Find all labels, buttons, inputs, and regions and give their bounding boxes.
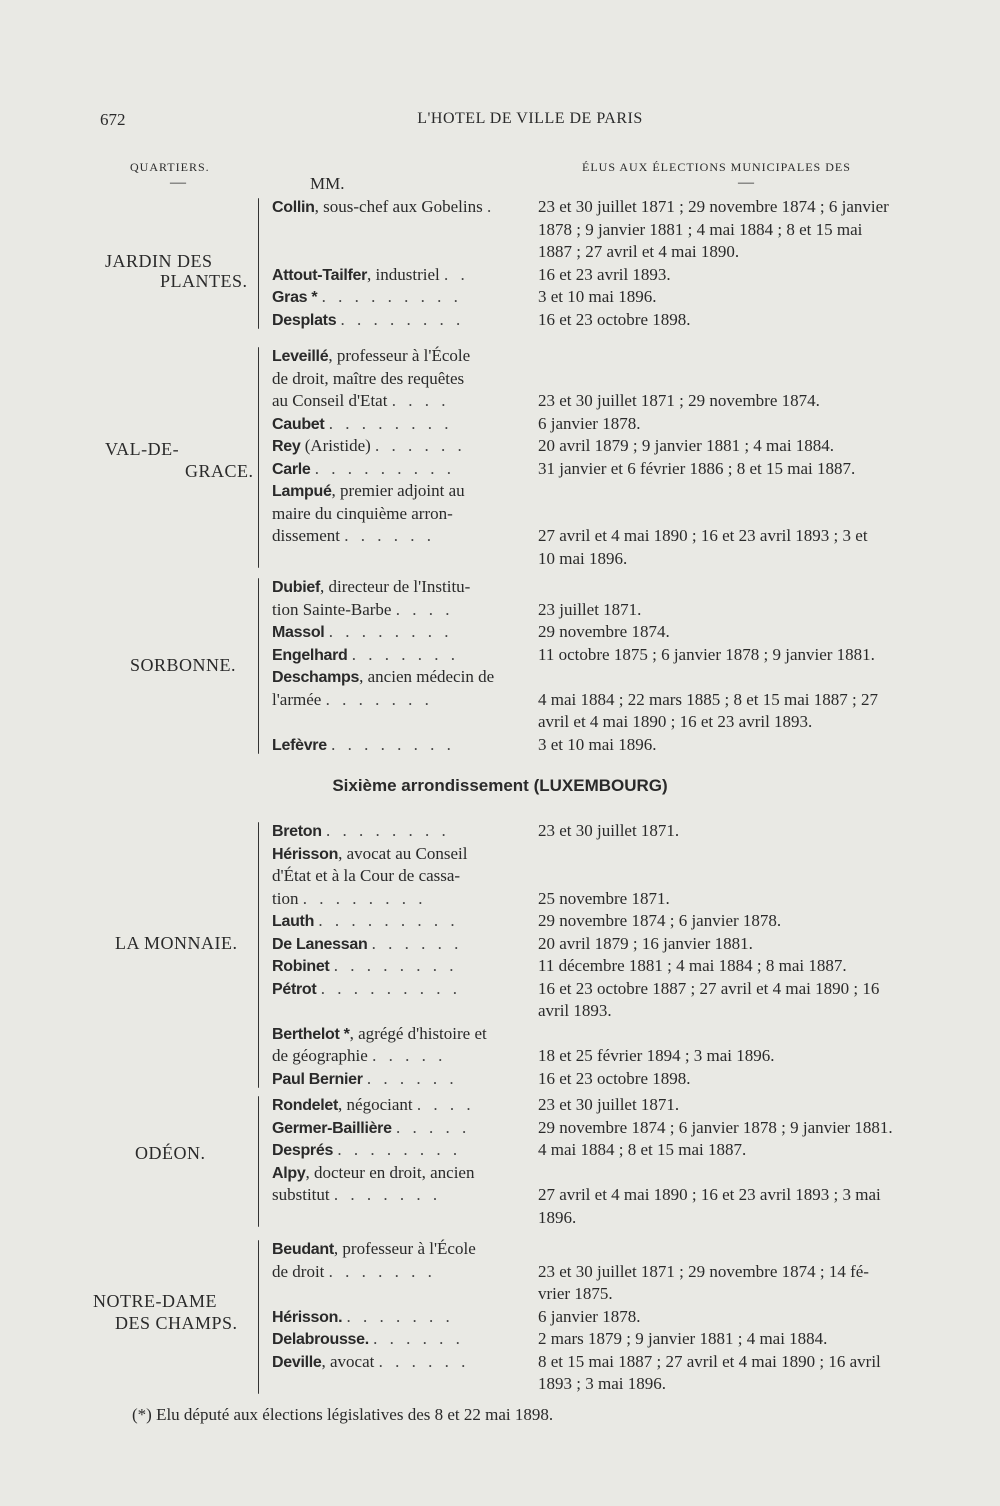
elu-name: Beudant [272,1241,334,1258]
election-date-line: 11 décembre 1881 ; 4 mai 1884 ; 8 mai 1887. [538,956,847,975]
elu-name-cell [272,1139,526,1163]
grouping-brace [258,198,259,329]
entry-line [272,888,972,911]
entry-line [272,413,972,436]
elu-name: Delabrousse. [272,1331,369,1348]
elu-title-continued: tion [272,888,299,908]
page-number: 672 [100,110,126,129]
leader-dots: . . . . . . [344,526,435,545]
election-date-line: 1878 ; 9 janvier 1881 ; 4 mai 1884 ; 8 et 15 mai [538,219,863,239]
elu-name-cell [272,1117,526,1141]
election-date-line: 16 et 23 octobre 1887 ; 27 avril et 4 mai 1890 ; 16 [538,978,880,998]
elu-name: Després [272,1142,334,1159]
elu-name-cell [272,978,526,1002]
quartier-name: JARDIN DES [105,251,213,271]
election-dates [538,955,968,978]
entry-line [272,820,972,843]
elu-name-cell [272,196,526,220]
elu-name-cell [272,1351,526,1375]
elu-name: Germer-Baillière [272,1119,392,1137]
elu-name: Collin [272,199,315,216]
grouping-brace [258,1096,259,1227]
election-dates [538,435,968,458]
elu-name: Hérisson [272,845,339,863]
leader-dots: . . . . . . . . . [321,287,462,306]
election-dates [538,413,968,436]
leader-dots: . . . . . . . . [333,956,458,975]
elu-entry [272,196,972,264]
column-header-quartiers: QUARTIERS. [130,160,210,174]
election-dates [538,933,968,956]
election-dates [538,264,968,287]
election-date-line: vrier 1875. [538,1284,613,1303]
quartier-name: VAL-DE- [105,439,180,459]
entry-line [272,978,972,1020]
elu-name-cell [272,910,526,934]
election-dates [538,1094,968,1117]
election-dates [538,1068,968,1091]
election-date-line: 16 et 23 octobre 1898. [538,1068,691,1088]
elu-entry [272,413,972,436]
elu-title-continued: l'armée [272,689,322,709]
elu-title: , ancien médecin de [359,667,495,686]
elu-name-continued [272,865,526,888]
entry-line [272,734,972,757]
election-date-line: 27 avril et 4 mai 1890 ; 16 et 23 avril 1893 ; 3 et [538,526,868,545]
elu-name-cell [272,413,526,437]
election-date-line: 6 janvier 1878. [538,413,641,433]
elu-name-continued [272,525,526,548]
entry-line [272,689,972,731]
elu-name-cell [272,264,526,288]
election-date-line: 8 et 15 mai 1887 ; 27 avril et 4 mai 1890 ; 16 avril [538,1351,881,1371]
elu-name-cell [272,286,526,310]
elu-entry [272,435,972,458]
entry-line [272,843,972,866]
election-date-line: 27 avril et 4 mai 1890 ; 16 et 23 avril 1893 ; 3 mai [538,1185,881,1204]
election-date-line: 16 et 23 octobre 1898. [538,309,691,329]
election-date-line: avril 1893. [538,1001,612,1020]
leader-dots: . . . . . . . . . [320,978,461,998]
elu-name: Attout-Tailfer [272,266,368,284]
elu-name-cell [272,843,526,867]
election-dates [538,1139,968,1162]
entry-line [272,666,972,689]
election-dates [538,888,968,911]
elu-title: , avocat [321,1351,375,1371]
leader-dots: . . . . . . . . [331,734,455,754]
elu-name-cell [272,621,526,645]
grouping-brace [258,578,259,754]
elu-title-continued: dissement [272,526,340,545]
leader-dots: . . . . . . . . [340,309,465,329]
elu-name-cell [272,1094,526,1118]
election-date-line: avril et 4 mai 1890 ; 16 et 23 avril 1893. [538,712,813,731]
elu-name-cell [272,1162,526,1186]
elu-name-cell [272,480,526,504]
elu-name: Rey [272,438,301,455]
elu-entry [272,345,972,413]
elu-entry [272,820,972,843]
election-date-line: 6 janvier 1878. [538,1306,641,1326]
leader-dots: . . . . . . . [351,644,460,664]
election-date-line: 23 et 30 juillet 1871 ; 29 novembre 1874 ; 6 janvier [538,197,889,216]
elu-name: Deville [272,1353,322,1371]
leader-dots: . . . . . . . [325,689,433,709]
elu-entry [272,480,972,570]
entry-spacer [272,548,972,571]
elu-name: Pétrot [272,980,317,998]
elu-title: , docteur en droit, ancien [305,1162,475,1182]
elu-name: Hérisson. [272,1308,343,1326]
elu-name-continued [272,390,526,413]
entry-line [272,525,972,568]
elu-entry [272,1117,972,1140]
elu-title-continued: substitut [272,1185,330,1204]
elu-name-continued [272,1184,526,1207]
election-dates [538,820,968,843]
elu-title: , professeur à l'École [328,346,471,365]
mm-label: MM. [310,174,345,193]
elu-entry [272,621,972,644]
entry-line [272,345,972,368]
quartier-block [272,1238,972,1396]
elu-entry [272,1068,972,1091]
election-date-line: 10 mai 1896. [538,548,628,568]
entry-line [272,599,972,622]
grouping-brace [258,822,259,1088]
leader-dots: . . . . . . . . [337,1140,462,1159]
elu-name: Engelhard [272,646,348,664]
elu-name-cell [272,734,526,758]
elu-entry [272,933,972,956]
quartier-name-line2: PLANTES. [160,271,248,291]
election-date-line: 2 mars 1879 ; 9 janvier 1881 ; 4 mai 1884. [538,1329,828,1348]
elu-name: Paul Bernier [272,1070,363,1088]
entry-line [272,1328,972,1351]
election-dates [538,309,968,332]
election-dates [538,1306,968,1329]
entry-spacer [272,219,972,242]
elu-name-cell [272,644,526,668]
elu-entry [272,1328,972,1351]
election-date-line: 3 et 10 mai 1896. [538,287,657,306]
election-dates [538,286,968,309]
election-date-line: 1887 ; 27 avril et 4 mai 1890. [538,242,740,261]
election-date-line: 23 et 30 juillet 1871 ; 29 novembre 1874. [538,391,820,410]
election-date-line: 31 janvier et 6 février 1886 ; 8 et 15 mai 1887. [538,458,856,478]
entry-line [272,480,972,503]
entry-spacer [272,241,972,264]
leader-dots: . . . . . . [371,933,463,953]
election-date-line: 20 avril 1879 ; 9 janvier 1881 ; 4 mai 1884. [538,436,835,455]
elu-name-cell [272,345,526,369]
entry-line [272,196,972,261]
quartier-name: SORBONNE. [130,655,237,675]
quartier-name-line2: GRACE. [185,461,254,481]
entry-line [272,644,972,667]
leader-dots: . . [444,264,469,284]
elu-name: Lefèvre [272,736,327,754]
elu-entry [272,458,972,481]
entry-line [272,576,972,599]
election-date-line: 4 mai 1884 ; 8 et 15 mai 1887. [538,1140,747,1159]
elu-name-continued [272,689,526,712]
elu-name: Leveillé [272,348,329,365]
leader-dots: . . . . . . . . . [318,911,459,930]
entry-line [272,865,972,888]
entry-spacer [272,1373,972,1396]
quartier-block [272,820,972,1090]
election-dates [538,644,968,667]
leader-dots: . . . . . . . . [326,821,450,840]
leader-dots: . . . . [391,391,450,410]
leader-dots: . . . . . . . . [328,622,453,641]
entry-line [272,264,972,287]
election-dates [538,599,968,622]
elu-name-cell [272,820,526,844]
election-date-line: 11 octobre 1875 ; 6 janvier 1878 ; 9 janvier 1881. [538,644,875,664]
entry-line [272,1162,972,1185]
election-dates [538,1117,968,1140]
elu-name-cell [272,458,526,482]
quartier-name: NOTRE-DAME [93,1291,217,1311]
elu-name-cell [272,1306,526,1330]
entry-line [272,1117,972,1140]
elu-entry [272,1023,972,1068]
election-dates [538,390,968,413]
running-title: L'HOTEL DE VILLE DE PARIS [417,110,643,127]
quartier-name: LA MONNAIE. [115,933,238,953]
leader-dots: . . . . . . . . [328,413,453,433]
entry-line [272,1094,972,1117]
election-date-line: 29 novembre 1874. [538,622,670,641]
entry-line [272,1068,972,1091]
entry-line [272,309,972,332]
election-date-line: 29 novembre 1874 ; 6 janvier 1878. [538,911,782,930]
elu-name: Desplats [272,311,337,329]
elu-title: , sous-chef aux Gobelins [314,197,483,216]
elu-title: (Aristide) [300,436,371,455]
elu-name: Rondelet [272,1097,339,1114]
elu-title: , avocat au Conseil [338,843,468,863]
elu-title: , directeur de l'Institu- [319,577,471,596]
elu-name-cell [272,933,526,957]
entry-line [272,1184,972,1227]
elu-title-continued: de droit [272,1261,325,1281]
grouping-brace [258,347,259,568]
elu-entry [272,309,972,332]
election-date-line: 23 juillet 1871. [538,599,642,619]
quartier-block [272,345,972,570]
elu-name-continued [272,1261,526,1284]
elu-name-continued [272,503,526,526]
elu-title-continued: d'État et à la Cour de cassa- [272,866,461,885]
elu-entry [272,1351,972,1396]
leader-dots: . . . . [395,599,454,619]
elu-name: Dubief [272,579,320,596]
election-date-line: 25 novembre 1871. [538,888,670,908]
election-date-line: 29 novembre 1874 ; 6 janvier 1878 ; 9 janvier 1881. [538,1117,893,1137]
quartier-block [272,1094,972,1229]
elu-name: Gras * [272,289,318,306]
elu-name-continued [272,1045,526,1068]
quartier-block [272,196,972,331]
leader-dots: . . . . . . . . . [314,458,456,478]
elu-entry [272,978,972,1023]
elu-entry [272,1094,972,1117]
leader-dots: . . . . . . [375,436,466,455]
entry-spacer [272,1283,972,1306]
elu-name-cell [272,576,526,600]
footnote: (*) Elu député aux élections législatives des 8 et 22 mai 1898. [132,1405,554,1424]
elu-entry [272,264,972,287]
elu-name: Berthelot * [272,1025,350,1043]
elu-name: Robinet [272,958,330,975]
elu-name-cell [272,1238,526,1262]
entry-line [272,503,972,526]
entry-line [272,1045,972,1068]
election-dates [538,734,968,757]
leader-dots: . . . . . . [366,1068,458,1088]
column-dash-left: — [170,174,186,191]
election-date-line: 18 et 25 février 1894 ; 3 mai 1896. [538,1046,775,1065]
election-date-line: 23 et 30 juillet 1871. [538,1095,680,1114]
entry-spacer [272,711,972,734]
elu-entry [272,955,972,978]
entry-spacer [272,1207,972,1230]
entry-line [272,933,972,956]
election-date-line: 16 et 23 avril 1893. [538,264,671,284]
elu-name: Lampué [272,483,332,500]
election-dates [538,910,968,933]
elu-name-cell [272,955,526,979]
elu-title: , agrégé d'histoire et [349,1023,487,1043]
elu-name-cell [272,1328,526,1352]
election-date-line: 23 et 30 juillet 1871. [538,821,680,840]
election-date-line: 3 et 10 mai 1896. [538,734,657,754]
entry-line [272,435,972,458]
leader-dots: . . . . [416,1095,475,1114]
elu-name: Carle [272,460,311,478]
elu-entry [272,576,972,621]
elu-name: De Lanessan [272,935,368,953]
election-dates [538,621,968,644]
entry-line [272,1306,972,1329]
leader-dots: . . . . . [372,1046,447,1065]
election-date-line: 4 mai 1884 ; 22 mars 1885 ; 8 et 15 mai 1887 ; 27 [538,689,878,709]
quartier-name-line2: DES CHAMPS. [115,1313,238,1333]
election-dates [538,1045,968,1068]
leader-dots: . . . . . . [373,1329,464,1348]
elu-entry [272,644,972,667]
leader-dots: . . . . . . . [346,1306,454,1326]
elu-name: Massol [272,624,325,641]
elu-name: Alpy [272,1164,306,1182]
entry-line [272,955,972,978]
elu-entry [272,910,972,933]
elu-title-continued: tion Sainte-Barbe [272,599,392,619]
elu-title-continued: maire du cinquième arron- [272,503,453,523]
leader-dots: . . . . . [395,1117,471,1137]
section-title: Sixième arrondissement (LUXEMBOURG) [332,776,668,795]
entry-line [272,910,972,933]
elu-name-cell [272,435,526,459]
elu-name-cell [272,309,526,333]
leader-dots: . . . . . . . . [302,888,427,908]
entry-spacer [272,1000,972,1023]
quartier-block [272,576,972,756]
election-date-line: 23 et 30 juillet 1871 ; 29 novembre 1874 ; 14 fé- [538,1261,869,1281]
election-dates [538,458,968,481]
elu-entry [272,1162,972,1230]
entry-line [272,1351,972,1393]
elu-entry [272,666,972,734]
page-header [100,110,960,140]
entry-line [272,368,972,391]
elu-name: Caubet [272,415,325,433]
leader-dots: . . . . . . [378,1351,470,1371]
elu-title: , négociant [338,1095,413,1114]
elu-title: , premier adjoint au [331,481,465,500]
elu-name-cell [272,1068,526,1092]
election-date-line: 1893 ; 3 mai 1896. [538,1374,666,1393]
entry-line [272,458,972,481]
leader-dots: . . . . . . . [333,1185,442,1204]
elu-name-continued [272,599,526,622]
elu-entry [272,1139,972,1162]
elu-title-continued: de droit, maître des requêtes [272,368,465,388]
elu-name-continued [272,368,526,391]
elu-title: , industriel [367,264,440,284]
elu-entry [272,286,972,309]
quartier-name: ODÉON. [135,1143,206,1163]
elu-name: Deschamps [272,669,360,686]
entry-line [272,390,972,413]
entry-line [272,621,972,644]
entry-line [272,1261,972,1303]
entry-line [272,286,972,309]
grouping-brace [258,1240,259,1394]
leader-dots: . . . . . . . [328,1261,436,1281]
entry-line [272,1023,972,1046]
column-dash-right: — [738,174,754,191]
elu-title-continued: de géographie [272,1046,368,1065]
election-date-line: 1896. [538,1207,577,1227]
elu-title-continued: au Conseil d'Etat [272,391,388,410]
election-date-line: 20 avril 1879 ; 16 janvier 1881. [538,933,753,953]
elu-name: Breton [272,823,322,840]
elu-name-cell [272,666,526,690]
elu-name: Lauth [272,913,315,930]
column-header-elus: ÉLUS AUX ÉLECTIONS MUNICIPALES DES [582,160,851,174]
election-dates [538,1328,968,1351]
elu-name-continued [272,888,526,911]
entry-line [272,1238,972,1261]
elu-entry [272,734,972,757]
elu-entry [272,843,972,911]
elu-entry [272,1306,972,1329]
entry-line [272,1139,972,1162]
elu-name-cell [272,1023,526,1047]
elu-entry [272,1238,972,1306]
elu-title: , professeur à l'École [333,1239,476,1258]
leader-dots: . [486,197,496,216]
